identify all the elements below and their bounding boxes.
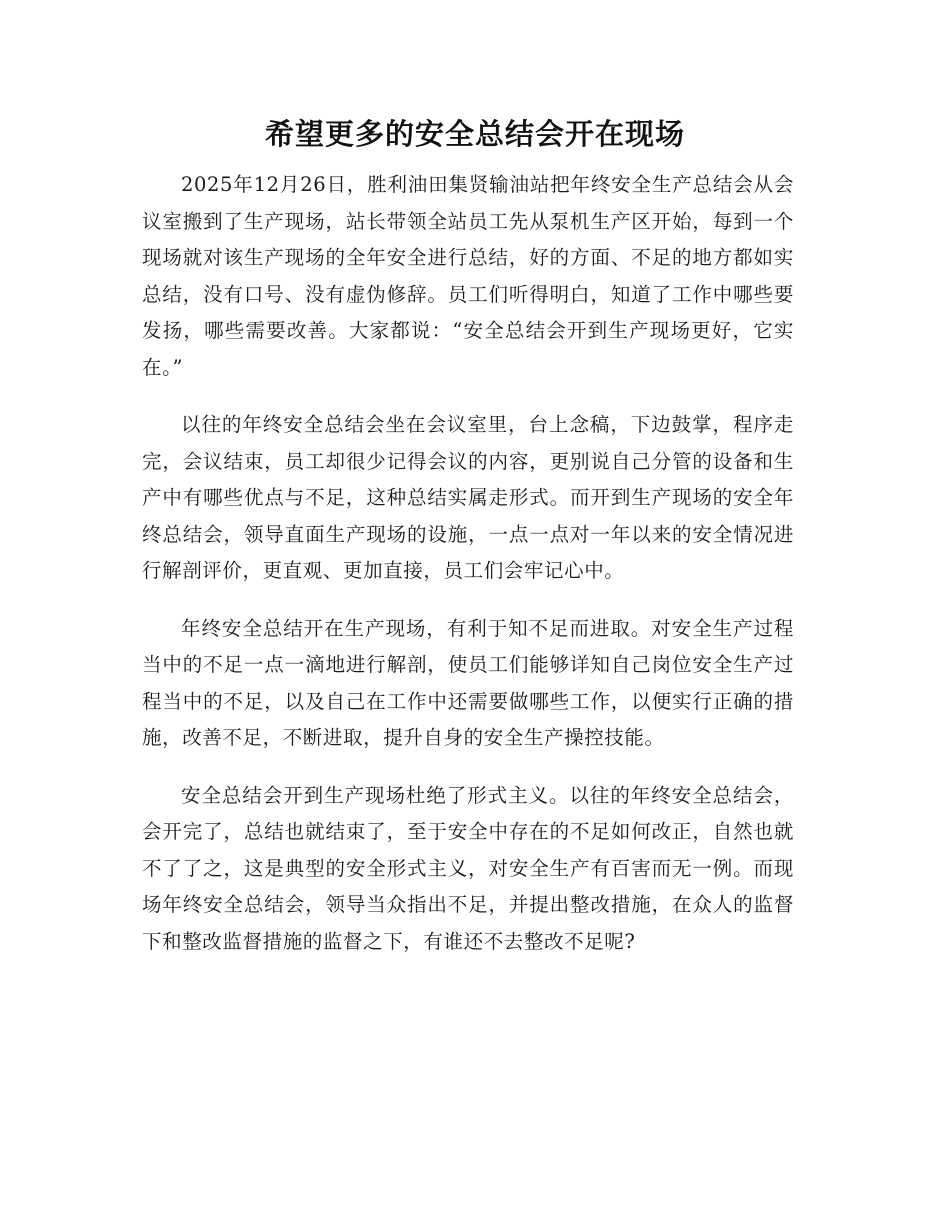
paragraph-1: 2025年12月26日，胜利油田集贤输油站把年终安全生产总结会从会议室搬到了生产现场，站长带领全站员工先从泵机生产区开始，每到一个现场就对该生产现场的全年安全进行总结，好的方面、不足的地方都如实总结，没有口号、没有虚伪修辞。员工们听得明白，知道了工作中哪些要发扬，哪些需要改善。大家都说：“安全总结会开到生产现场更好，它实在。” xyxy=(142,173,794,379)
document-body xyxy=(142,167,794,981)
document-title: 希望更多的安全总结会开在现场 xyxy=(264,117,685,151)
paragraph-4: 安全总结会开到生产现场杜绝了形式主义。以往的年终安全总结会，会开完了，总结也就结束了，至于安全中存在的不足如何改正，自然也就不了了之，这是典型的安全形式主义，对安全生产有百害而无一例。而现场年终安全总结会，领导当众指出不足，并提出整改措施，在众人的监督下和整改监督措施的监督之下，有谁还不去整改不足呢? xyxy=(142,783,794,953)
paragraph-3: 年终安全总结开在生产现场，有利于知不足而进取。对安全生产过程当中的不足一点一滴地进行解剖，使员工们能够详知自己岗位安全生产过程当中的不足，以及自己在工作中还需要做哪些工作，以便实行正确的措施，改善不足，不断进取，提升自身的安全生产操控技能。 xyxy=(142,616,794,749)
paragraph-2: 以往的年终安全总结会坐在会议室里，台上念稿，下边鼓掌，程序走完，会议结束，员工却很少记得会议的内容，更别说自己分管的设备和生产中有哪些优点与不足，这种总结实属走形式。而开到生产现场的安全年终总结会，领导直面生产现场的设施，一点一点对一年以来的安全情况进行解剖评价，更直观、更加直接，员工们会牢记心中。 xyxy=(142,413,794,582)
